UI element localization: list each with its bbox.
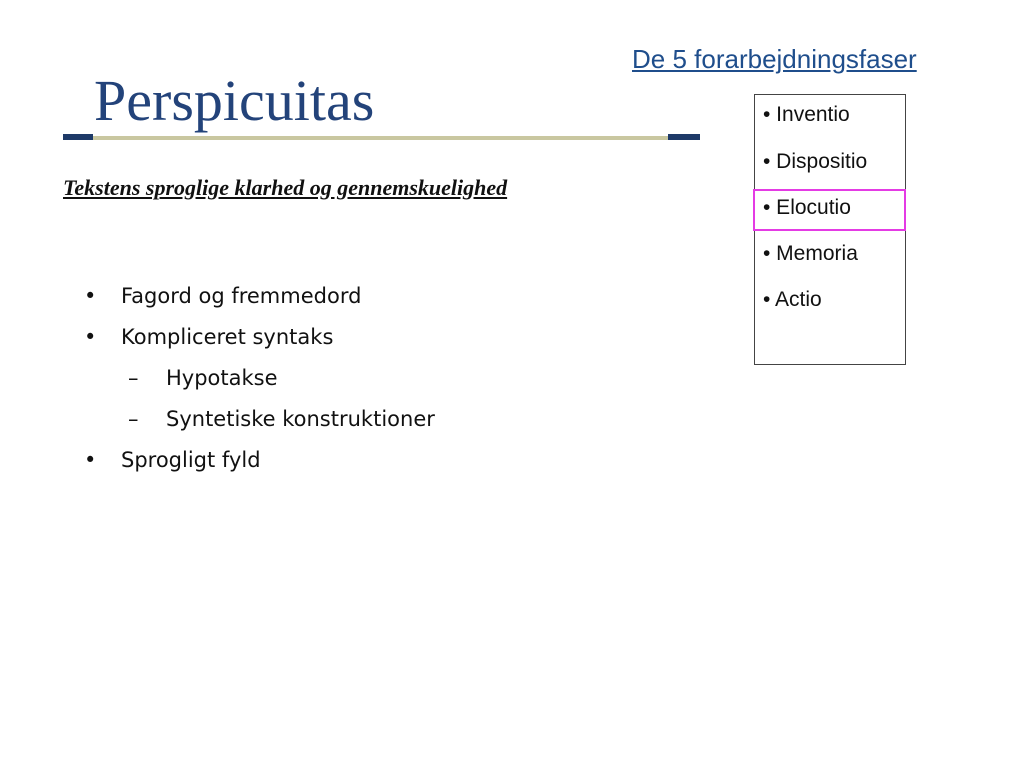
- phases-box: [754, 94, 906, 365]
- list-item-text: Sprogligt fyld: [121, 448, 261, 472]
- list-item-text: Kompliceret syntaks: [121, 325, 334, 349]
- title-rule-left: [63, 134, 93, 140]
- sub-list-item-text: Syntetiske konstruktioner: [166, 407, 435, 431]
- bullet-glyph: •: [84, 284, 97, 308]
- dash-glyph: –: [128, 407, 139, 431]
- forarbejdningsfaser-link[interactable]: De 5 forarbejdningsfaser: [632, 44, 917, 74]
- title-rule-middle: [93, 136, 668, 140]
- phase-item-dispositio: • Dispositio: [763, 150, 868, 173]
- sub-list-item-text: Hypotakse: [166, 366, 278, 390]
- phase-item-actio: • Actio: [763, 288, 822, 311]
- phase-item-elocutio: • Elocutio: [763, 196, 851, 219]
- bullet-glyph: •: [84, 448, 97, 472]
- bullet-glyph: •: [84, 325, 97, 349]
- title-rule-right: [668, 134, 700, 140]
- phase-item-inventio: • Inventio: [763, 103, 850, 126]
- slide-subtitle: Tekstens sproglige klarhed og gennemskuelighed: [63, 175, 508, 200]
- slide-title: Perspicuitas: [94, 68, 375, 133]
- dash-glyph: –: [128, 366, 139, 390]
- list-item-text: Fagord og fremmedord: [121, 284, 362, 308]
- phase-item-memoria: • Memoria: [763, 242, 858, 265]
